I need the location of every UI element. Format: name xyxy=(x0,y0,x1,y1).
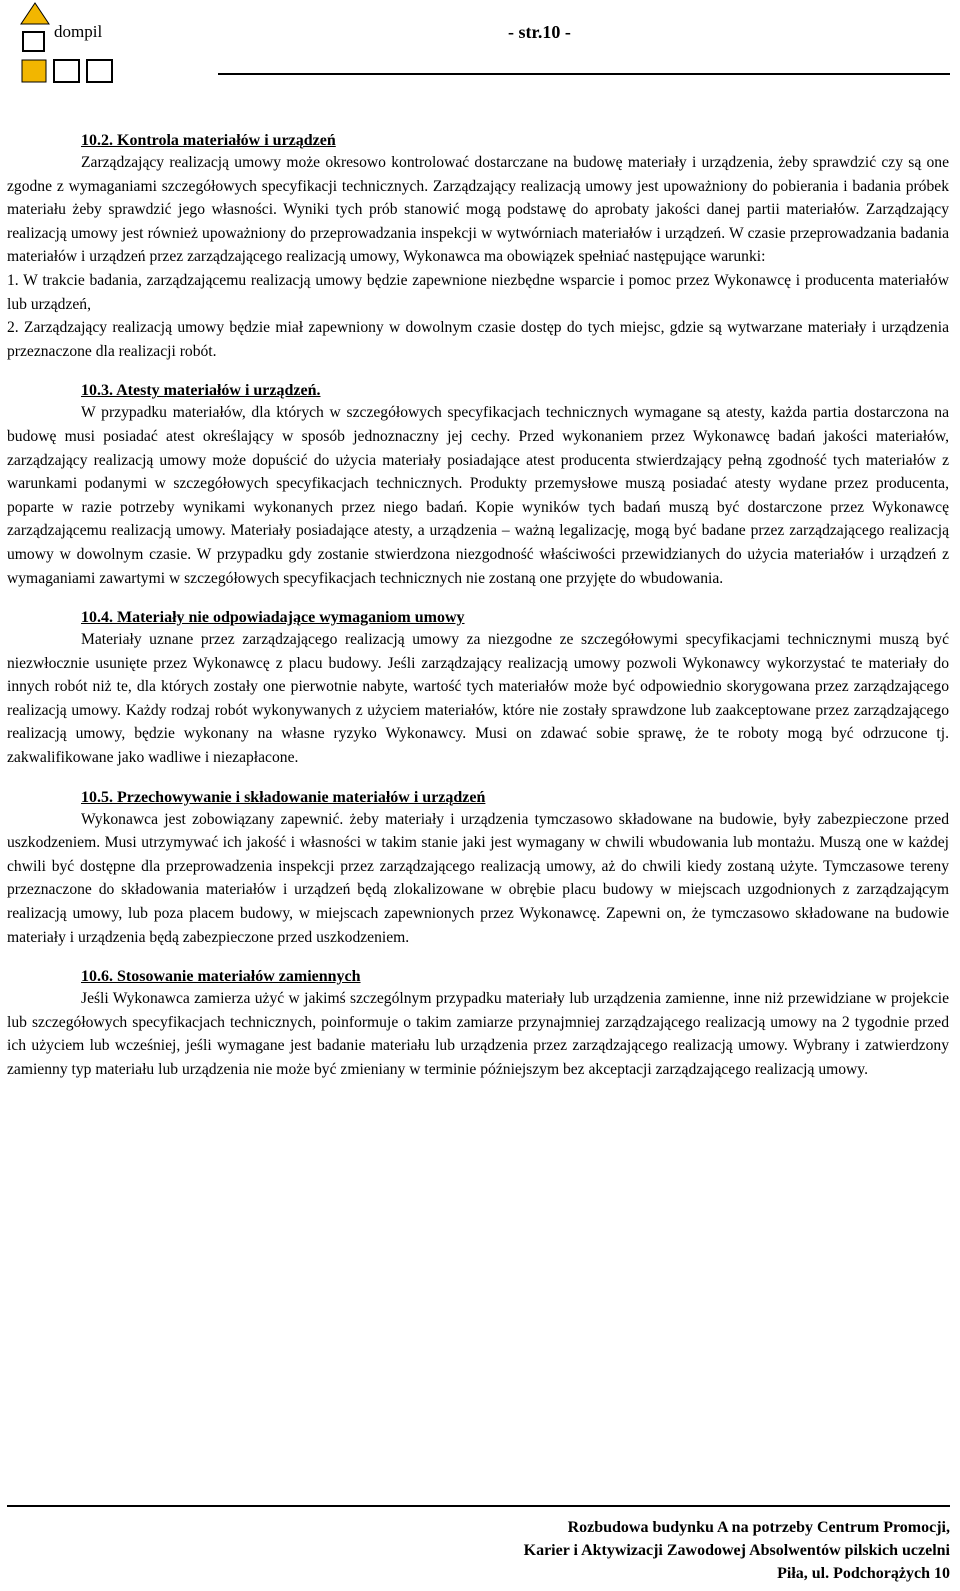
section-10-4 xyxy=(7,607,949,770)
section-10-3 xyxy=(7,380,949,590)
page-number: - str.10 - xyxy=(508,22,571,42)
section-heading: 10.3. Atesty materiałów i urządzeń. xyxy=(81,382,321,400)
paragraph: Jeśli Wykonawca zamierza użyć w jakimś szczególnym przypadku materiały lub urządzenia zamienne, inne niż przewidziane w projekcie lub szczegółowych specyfikacjach technicznych, poinformuje o takim zamiarze przynajmniej zarządzającego realizacją umowy na 2 tygodnie przed ich użyciem lub wcześniej, jeśli wymagane jest badanie materiału lub urządzenia przez zarządzającego realizacją umowy. Wybrany i zatwierdzony zamienny typ materiału lub urządzenia nie może być zmieniany w terminie późniejszym bez akceptacji zarządzającego realizacją umowy. xyxy=(7,990,949,1078)
list-item: 2. Zarządzający realizacją umowy będzie miał zapewniony w dowolnym czasie dostęp do tych miejsc, gdzie są wytwarzane materiały i urządzenia przeznaczone dla realizacji robót. xyxy=(7,319,949,360)
footer-line: Piła, ul. Podchorążych 10 xyxy=(777,1565,950,1582)
section-10-6 xyxy=(7,966,949,1081)
header-divider xyxy=(218,73,950,75)
footer-line: Karier i Aktywizacji Zawodowej Absolwentów pilskich uczelni xyxy=(523,1542,950,1559)
dompil-logo xyxy=(20,2,120,87)
footer-divider xyxy=(7,1505,950,1507)
section-heading: 10.5. Przechowywanie i składowanie materiałów i urządzeń xyxy=(81,788,486,806)
footer-line: Rozbudowa budynku A na potrzeby Centrum Promocji, xyxy=(567,1519,950,1536)
paragraph: W przypadku materiałów, dla których w szczegółowych specyfikacjach technicznych wymagane są atesty, każda partia dostarczona na budowę musi posiadać atest określający w sposób jednoznaczny jej cechy. Przed wykonaniem przez Wykonawcę badań jakości materiałów, zarządzający realizacją umowy może dopuścić do użycia materiały posiadające atest producenta stwierdzający pełną zgodność tych materiałów z warunkami podanymi w szczegółowych specyfikacjach technicznych. Produkty przemysłowe muszą posiadać atesty wydane przez producenta, poparte w razie potrzeby wynikami wykonanych przez niego badań. Kopie wyników tych badań muszą być dostarczone przez Wykonawcę zarządzającemu realizacją umowy. Materiały posiadające atesty, a urządzenia – ważną legalizację, mogą być badane przez zarządzającego realizacją umowy w dowolnym czasie. W przypadku gdy zostanie stwierdzona niezgodność właściwości przewidzianych do użycia materiałów i urządzeń z wymaganiami zawartymi w szczegółowych specyfikacjach technicznych nie zostaną one przyjęte do wbudowania. xyxy=(7,404,949,587)
list-item: 1. W trakcie badania, zarządzającemu realizacją umowy będzie zapewnione niezbędne wsparcie i pomoc przez Wykonawcę i producenta materiałów lub urządzeń, xyxy=(7,271,949,313)
paragraph: Zarządzający realizacją umowy może okresowo kontrolować dostarczane na budowę materiały i urządzenia, żeby sprawdzić czy są one zgodne z wymaganiami szczegółowych specyfikacji technicznych. Zarządzający realizacją umowy jest upoważniony do pobierania i badania próbek materiału żeby sprawdzić jego własności. Wyniki tych prób stanowić mogą podstawę do aprobaty jakości danej partii materiałów. Zarządzający realizacją umowy jest również upoważniony do przeprowadzania inspekcji w wytwórniach materiałów i urządzeń. W czasie przeprowadzania badania materiałów i urządzeń przez zarządzającego realizacją umowy, Wykonawca ma obowiązek spełniać następujące warunki: xyxy=(7,154,949,266)
page-header xyxy=(0,0,960,90)
paragraph: Materiały uznane przez zarządzającego realizacją umowy za niezgodne ze szczegółowymi specyfikacjami technicznymi muszą być niezwłocznie usunięte przez Wykonawcę z placu budowy. Jeśli zarządzający realizacją umowy pozwoli Wykonawcy wykorzystać te materiały do innych robót niż te, dla których zostały one pierwotnie nabyte, wartość tych materiałów może być odpowiednio skorygowana przez zarządzającego realizacją umowy. Każdy rodzaj robót wykonywanych z użyciem materiałów, które nie zostały sprawdzone lub zaakceptowane przez zarządzającego realizacją umowy, będzie wykonany na własne ryzyko Wykonawcy. Musi on zdawać sobie sprawę, że te roboty mogą być odrzucone tj. zakwalifikowane jako wadliwe i niezapłacone. xyxy=(7,631,949,767)
section-heading: 10.2. Kontrola materiałów i urządzeń xyxy=(81,132,336,149)
section-10-5 xyxy=(7,787,949,950)
page-footer xyxy=(250,1516,950,1585)
document-body xyxy=(7,130,949,1099)
brand-name: dompil xyxy=(54,22,103,41)
paragraph: Wykonawca jest zobowiązany zapewnić. żeby materiały i urządzenia tymczasowo składowane na budowie, były zabezpieczone przed uszkodzeniem. Musi utrzymywać ich jakość i własności w takim stanie jaki jest wymagany w chwili wbudowania lub montażu. Muszą one w każdej chwili być dostępne dla przeprowadzenia inspekcji przez zarządzającego realizacją umowy, aż do chwili kiedy zostaną użyte. Tymczasowe tereny przeznaczone do składowania materiałów i urządzeń będą zlokalizowane w obrębie placu budowy w miejscach uzgodnionych z zarządzającym realizacją umowy, lub poza placem budowy, w miejscach zapewnionych przez Wykonawcę. Zapewni on, że tymczasowo składowane na budowie materiały i urządzenia będą zabezpieczone przed uszkodzeniem. xyxy=(7,810,949,946)
section-10-2 xyxy=(7,130,949,363)
section-heading: 10.4. Materiały nie odpowiadające wymaganiom umowy xyxy=(81,609,465,627)
section-heading: 10.6. Stosowanie materiałów zamiennych xyxy=(81,968,361,986)
